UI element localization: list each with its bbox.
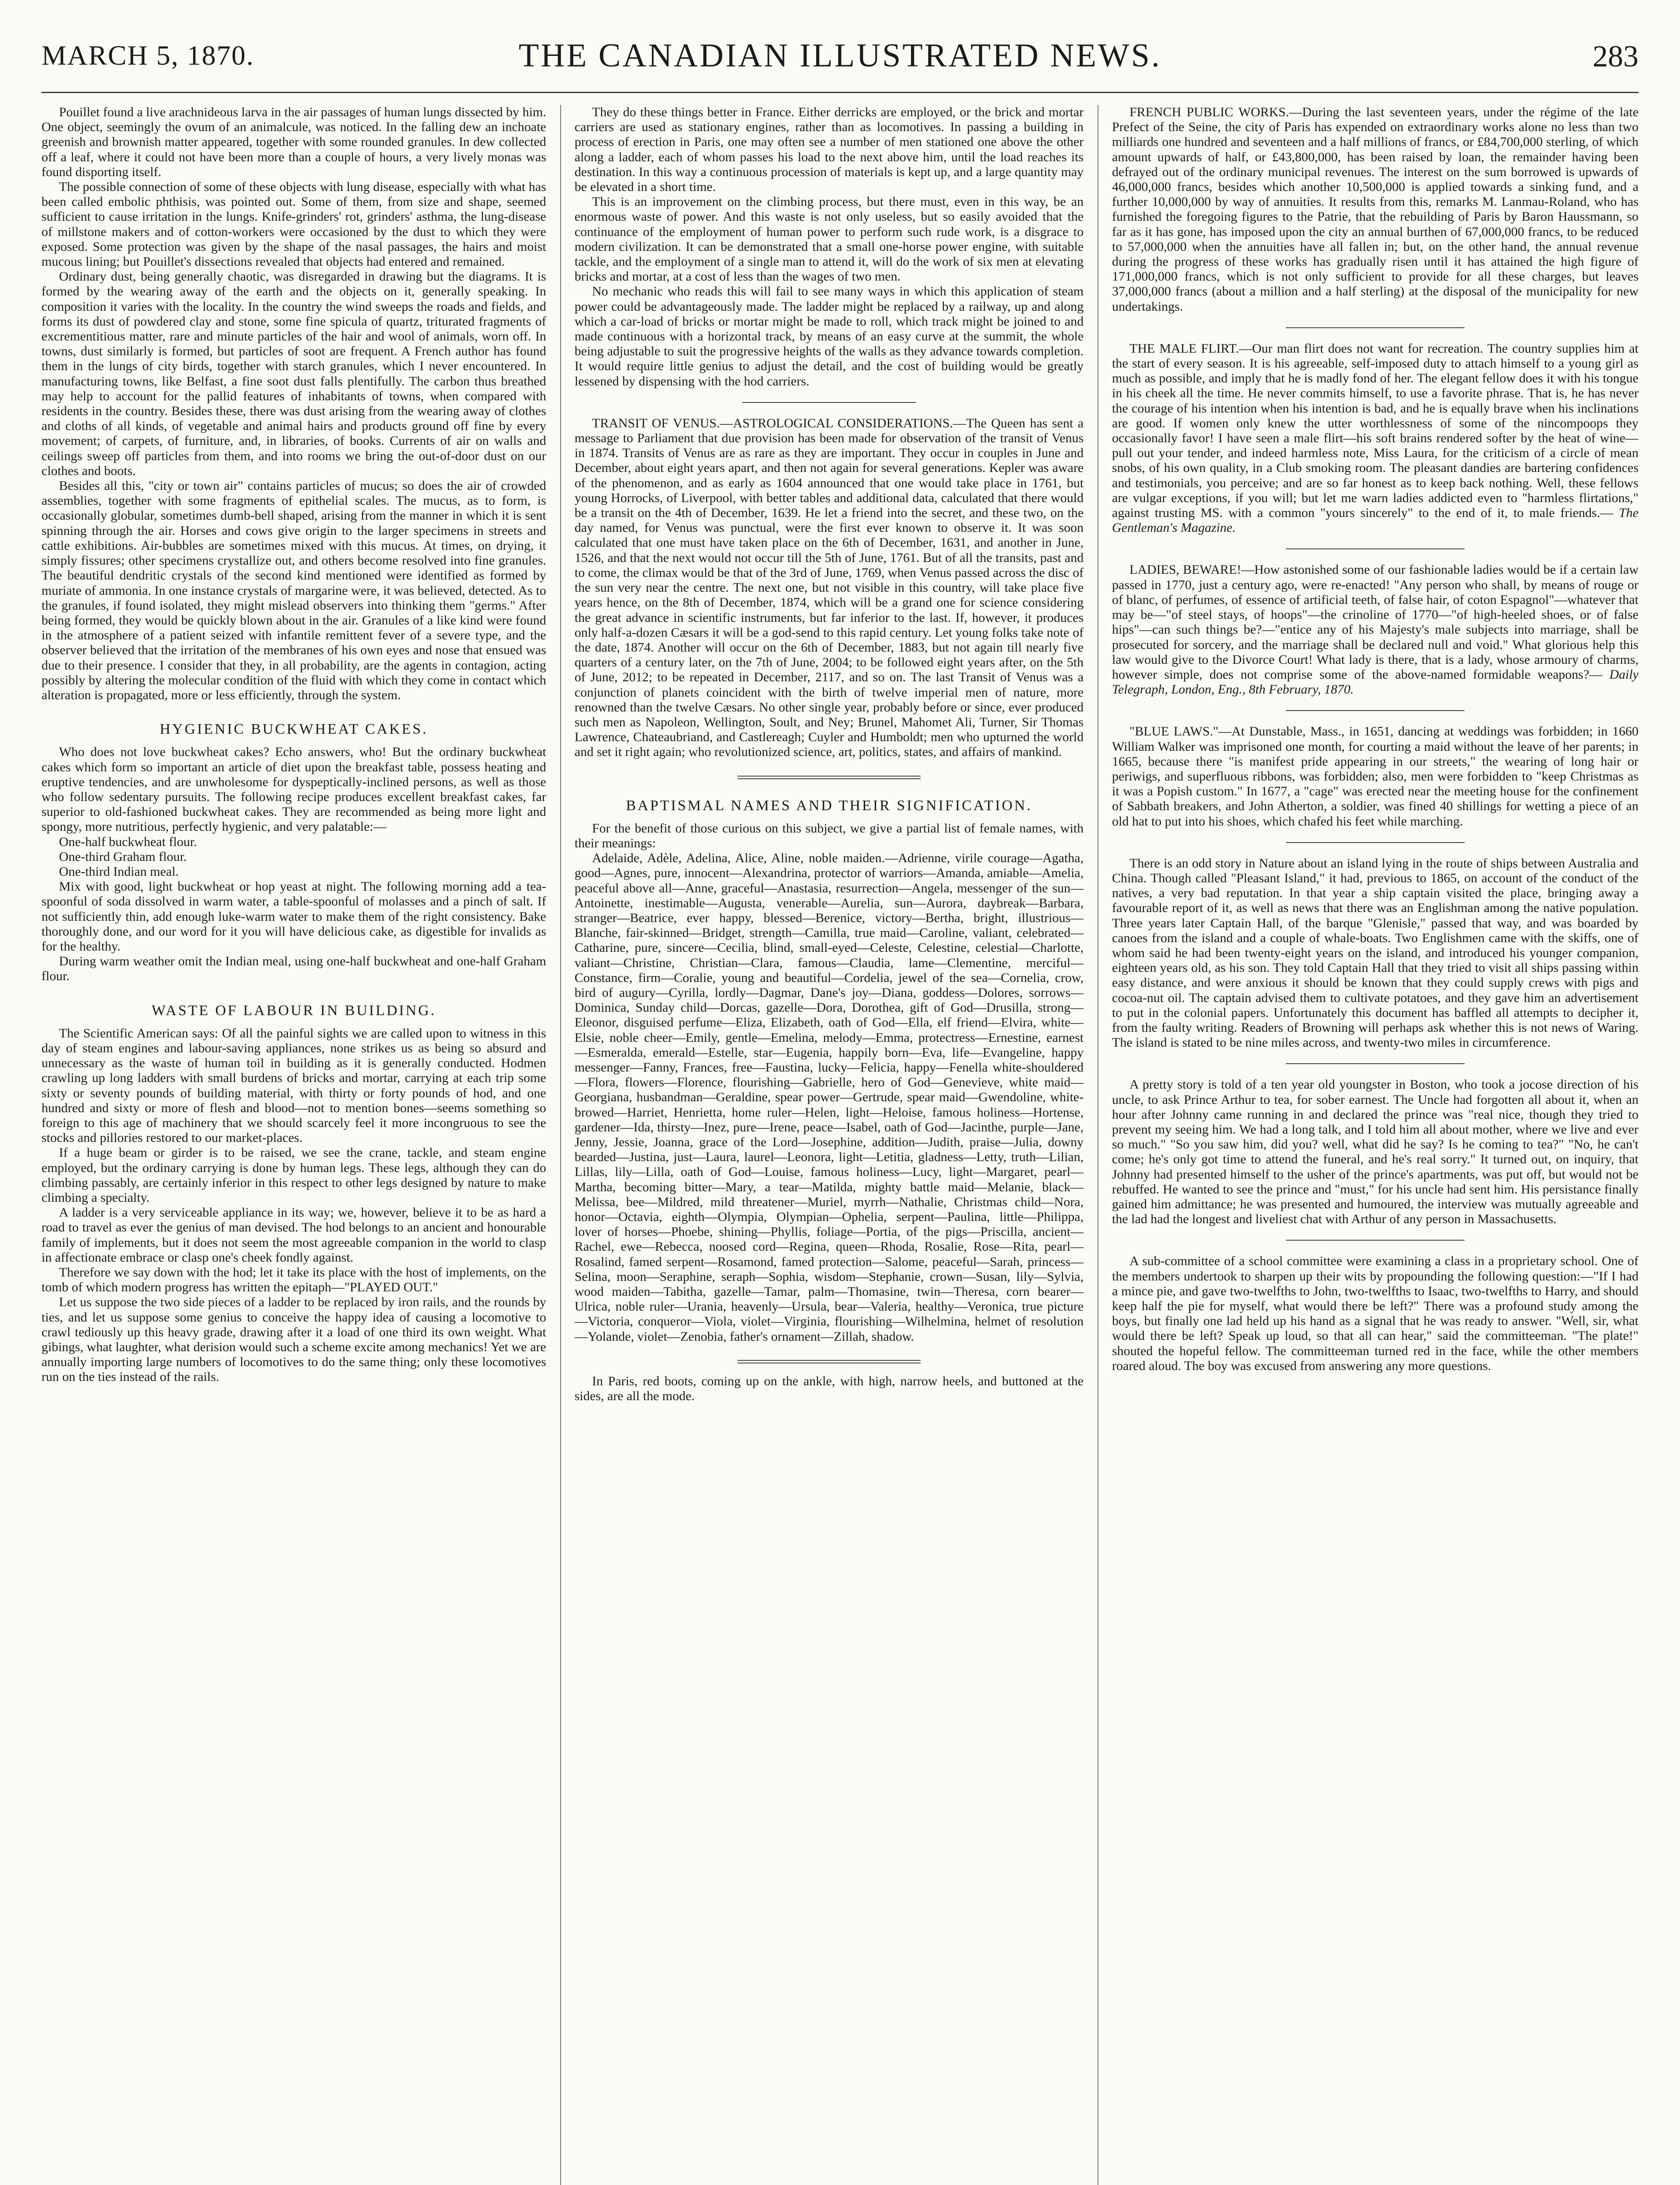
paragraph: Ordinary dust, being generally chaotic, was disregarded in drawing but the diagrams. It is formed by the wearing away of the earth and the objects on it, generally speaking. In composition it varies with the locality. In the country the wind sweeps the roads and fields, and forms its dust of powdered clay and stone, some fine spicula of quartz, triturated fragments of excrementitious matter, rare and minute particles of the hair and wool of animals, worn off. In towns, dust similarly is formed, but particles of soot are frequent. A French author has found them in the lungs of city birds, together with starch granules, which I never encountered. In manufacturing towns, like Belfast, a fine soot dust falls plentifully. The carbon thus breathed may help to account for the pallid features of inhabitants of towns, when compared with residents in the country. Besides these, there was dust arising from the wearing away of clothes and cloths of all kinds, of vegetable and animal hairs and products ground off fine by every movement; of carpets, of furniture, and, in libraries, of books. Currents of air on walls and ceilings sweep off particles from them, and into rooms we bring the out-of-door dust on our clothes and boots. — [42, 269, 546, 478]
paragraph: Besides all this, "city or town air" contains particles of mucus; so does the air of crowded assemblies, together with some fragments of epithelial scales. The mucus, as to form, is occasionally globular, sometimes dumb-bell shaped, arising from the manner in which it is sent spinning through the air. Horses and cows give origin to the larger specimens in streets and cattle exhibitions. Air-bubbles are sometimes mixed with this mucus. At times, on drying, it simply fissures; other specimens crystallize out, and others become resolved into fine granules. The beautiful dendritic crystals of the second kind mentioned were identified as formed by muriate of ammonia. In one instance crystals of margarine were, it was believed, detected. As to the granules, if found isolated, they might mislead observers into thinking them "germs." After being formed, they would be quickly blown about in the air. Granules of a like kind were found in the atmosphere of a patient seized with infantile remittent fever of a severe type, and the observer believed that the irritation of the membranes of his own eyes and nose that ensued was due to their presence. I consider that they, in all probability, are the agents in contagion, acting possibly by altering the molecular condition of the fluid with which they come in contact which alteration is propagated, more or less efficiently, through the system. — [42, 479, 546, 702]
column-3 — [1112, 105, 1638, 2185]
separator-rule — [1286, 327, 1465, 328]
paragraph: Who does not love buckwheat cakes? Echo answers, who! But the ordinary buckwheat cakes which form so important an article of diet upon the breakfast table, possess heating and eruptive tendencies, and are unwholesome for dyspeptically-inclined persons, as well as those who follow sedentary pursuits. The following recipe produces excellent breakfast cakes, far superior to old-fashioned buckwheat cakes. They are recommended as being more light and spongy, more nutritious, perfectly hygienic, and very palatable:— — [42, 745, 546, 834]
paragraph: A ladder is a very serviceable appliance in its way; we, however, believe it to be as hard a road to travel as ever the genius of man devised. The hod belongs to an ancient and honourable family of implements, but it does not seem the most agreeable companion in the world to clasp in affectionate embrace or clasp one's cheek fondly against. — [42, 1205, 546, 1265]
paragraph: Pouillet found a live arachnideous larva in the air passages of human lungs dissected by him. One object, seemingly the ovum of an animalcule, was noticed. In the falling dew an inchoate greenish and brownish matter appeared, together with some rounded granules. In dew collected off a leaf, where it could not have been more than a couple of hours, a very lively monas was found disporting itself. — [42, 105, 546, 179]
paragraph: For the benefit of those curious on this subject, we give a partial list of female names, with their meanings: — [575, 821, 1084, 850]
separator-rule — [1286, 548, 1465, 549]
paragraph: A pretty story is told of a ten year old youngster in Boston, who took a jocose direction of his uncle, to ask Prince Arthur to tea, for sober earnest. The Uncle had forgotten all about it, when an hour after Johnny came running in and declared the prince was "real nice, though they tried to prevent my seeing him. We had a long talk, and I told him all about mother, where we live and ever so much." "So you saw him, did you? well, what did he say? Is he coming to tea?" "No, he can't come; he's only got time to attend the funeral, and he's real sorry." It turned out, on inquiry, that Johnny had presented himself to the usher of the prince's apartments, was put off, but would not be rebuffed. He wanted to see the prince and "must," for his uncle had sent him. His persistance finally gained him admittance; he was presented and humoured, the interview was mutually agreeable and the lad had the longest and liveliest chat with Arthur of any person in Massachusetts. — [1112, 1077, 1638, 1227]
paragraph: This is an improvement on the climbing process, but there must, even in this way, be an enormous waste of power. And this waste is not only useless, but so easily avoided that the continuance of the employment of human power to perform such rude work, is a disgrace to modern civilization. It can be demonstrated that a small one-horse power engine, with suitable tackle, and the employment of a single man to attend it, will do the work of six men at elevating bricks and mortar, at a cost of less than the wages of two men. — [575, 194, 1084, 284]
article-heading: HYGIENIC BUCKWHEAT CAKES. — [159, 721, 428, 738]
paragraph: A sub-committee of a school committee were examining a class in a proprietary school. One of the members undertook to sharpen up their wits by propounding the following question:—"If I had a mince pie, and gave two-twelfths to John, two-twelfths to Isaac, two-twelfths to Harry, and should keep half the pie for myself, what would there be left?" There was a profound study among the boys, but finally one lad held up his hand as a signal that he was ready to answer. "Well, sir, what would there be left? Speak up loud, so that all can hear," said the committeeman. "The plate!" shouted the hopeful fellow. The committeeman turned red in the face, while the other members roared aloud. The boy was excused from answering any more questions. — [1112, 1254, 1638, 1373]
separator-rule — [742, 402, 915, 403]
paragraph: In Paris, red boots, coming up on the ankle, with high, narrow heels, and buttoned at the sides, are all the mode. — [575, 1373, 1084, 1404]
separator-rule — [1286, 710, 1465, 711]
paragraph: Let us suppose the two side pieces of a ladder to be replaced by iron rails, and the rounds by ties, and let us suppose some genius to conceive the happy idea of causing a locomotive to crawl tediously up this heavy grade, drawing after it a load of one third its own weight. What gibings, what laughter, what derision would such a scheme excite among mechanics! Yet we are annually importing large numbers of locomotives to do the same thing; only these locomotives run on the ties instead of the rails. — [42, 1295, 546, 1384]
source-credit: The Gentleman's Magazine. — [1112, 506, 1638, 535]
recipe-item: One-half buckwheat flour. — [59, 834, 197, 849]
paragraph: FRENCH PUBLIC WORKS.—During the last seventeen years, under the régime of the late Prefect of the Seine, the city of Paris has expended on extraordinary works alone no less than two milliards one hundred and seventeen and a half millions of francs, or £84,700,000 sterling, of which amount upwards of half, or £43,800,000, has been raised by loan, the remainder having been defrayed out of the ordinary municipal revenues. The interest on the sum borrowed is upwards of 46,000,000 francs, besides which another 10,500,000 is applied towards a sinking fund, and a further 10,000,000 by way of annuities. It results from this, remarks M. Lanmau-Roland, who has furnished the foregoing figures to the Patrie, that the rebuilding of Paris by Baron Haussmann, so far as it has gone, has imposed upon the city an annual burthen of 67,000,000 francs, to be reduced to 57,000,000 when the annuities have all fallen in; but, on the other hand, the annual revenue during the progress of these works has gradually risen until it has attained the high figure of 171,000,000 francs, which is not only sufficient to provide for all these charges, but leaves 37,000,000 francs (about a million and a half sterling) at the disposal of the municipality for new undertakings. — [1112, 105, 1638, 314]
issue-date: MARCH 5, 1870. — [42, 40, 254, 71]
separator-double-rule — [738, 776, 921, 779]
paragraph-lead: THE MALE FLIRT.— — [1129, 341, 1252, 356]
paragraph-lead: "BLUE LAWS."— — [1129, 724, 1232, 739]
column-rule — [560, 105, 561, 2185]
article-heading: WASTE OF LABOUR IN BUILDING. — [151, 1002, 436, 1019]
separator-double-rule — [738, 1360, 921, 1363]
masthead — [42, 17, 1638, 93]
separator-rule — [1286, 842, 1465, 843]
paragraph: The possible connection of some of these objects with lung disease, especially with what has been called embolic phthisis, was pointed out. Some of them, from size and shape, seemed sufficient to cause irritation in the lungs. Knife-grinders' rot, grinders' asthma, the lung-disease of millstone makers and of cotton-workers were occasioned by the dust to which they were exposed. Some protection was given by the shape of the nasal passages, the hairs and moist mucous lining; but Pouillet's dissections revealed that objects had entered and remained. — [42, 180, 546, 269]
paragraph-lead: FRENCH PUBLIC WORKS.— — [1129, 105, 1302, 119]
paragraph: During warm weather omit the Indian meal, using one-half buckwheat and one-half Graham flour. — [42, 954, 546, 984]
paragraph: They do these things better in France. Either derricks are employed, or the brick and mortar carriers are used as stationary engines, rather than as locomotives. In passing a building in process of erection in Paris, one may often see a number of men stationed one above the other along a ladder, each of whom passes his load to the next above him, until the load reaches its destination. In this way a continuous procession of materials is kept up, and a large quantity may be elevated in a short time. — [575, 105, 1084, 194]
paragraph: LADIES, BEWARE!—How astonished some of our fashionable ladies would be if a certain law passed in 1770, just a century ago, were re-enacted! "Any person who shall, by means of rouge or of blanc, of perfumes, of essence of artificial teeth, of false hair, of coton Espagnol"—whatever that may be—"of steel stays, of hoops"—the crinoline of 1770—"of high-heeled shoes, or of false hips"—can such things be?—"entice any of his Majesty's male subjects into marriage, shall be prosecuted for sorcery, and the marriage shall be declared null and void." What glorious help this law would give to the Divorce Court! What lady is there, that is a lady, whose armoury of charms, however simple, does not comprise some of the above-named formidable weapons?— Daily Telegraph, London, Eng., 8th February, 1870. — [1112, 562, 1638, 697]
column-1 — [42, 105, 546, 2185]
page-number: 283 — [1593, 40, 1638, 73]
paragraph: There is an odd story in Nature about an island lying in the route of ships between Australia and China. Though called "Pleasant Island," it had, previous to 1865, on account of the conduct of the natives, a very bad reputation. In that year a ship captain visited the place, bringing away a favourable report of it, as well as news that there was an Englishman among the native population. Three years later Captain Hall, of the barque "Glenisle," passed that way, and was boarded by canoes from the island and a couple of whale-boats. Two Englishmen came with the skiffs, one of whom said he had been twenty-eight years on the island, and introduced his younger companion, eighteen years old, as his son. They told Captain Hall that they tried to visit all ships passing within easy distance, and were anxious it should be known that they could supply crews with pigs and cocoa-nut oil. The captain advised them to cultivate potatoes, and they gave him an advertisement to put in the colonial papers. Unfortunately this document has baffled all attempts to decipher it, from the faulty writing. Readers of Browning will perhaps ask whether this is not news of Waring. The island is stated to be nine miles across, and twenty-two miles in circumference. — [1112, 856, 1638, 1050]
paragraph-lead: LADIES, BEWARE!— — [1129, 562, 1254, 577]
paragraph: Therefore we say down with the hod; let it take its place with the host of implements, on the tomb of which modern progress has written the epitaph—"PLAYED OUT." — [42, 1265, 546, 1295]
paragraph-lead: TRANSIT OF VENUS.—ASTROLOGICAL CONSIDERATIONS.— — [592, 416, 966, 430]
paragraph: "BLUE LAWS."—At Dunstable, Mass., in 1651, dancing at weddings was forbidden; in 1660 William Walker was imprisoned one month, for courting a maid without the leave of her parents; in 1665, because there "is manifest pride appearing in our streets," the wearing of long hair or periwigs, and superfluous ribbons, was forbidden; also, men were forbidden to "keep Christmas as it was a Popish custom." In 1677, a "cage" was erected near the meeting house for the confinement of Sabbath breakers, and John Atherton, a soldier, was fined 40 shillings for wetting a piece of an old hat to put into his shoes, which chafed his feet while marching. — [1112, 724, 1638, 829]
paragraph: If a huge beam or girder is to be raised, we see the crane, tackle, and steam engine employed, but the ordinary carrying is done by human legs. These legs, although they can do climbing passably, are certainly inferior in this respect to other legs designed by nature to make climbing a specialty. — [42, 1145, 546, 1205]
paragraph: Mix with good, light buckwheat or hop yeast at night. The following morning add a tea-spoonful of soda dissolved in warm water, a table-spoonful of molasses and a pinch of salt. If not sufficiently thin, add enough luke-warm water to make them of the right consistency. Bake thoroughly done, and our word for it you will have delicious cake, as digestible for invalids as for the healthy. — [42, 879, 546, 954]
column-2 — [575, 105, 1084, 2185]
paragraph: THE MALE FLIRT.—Our man flirt does not want for recreation. The country supplies him at the start of every season. It is his agreeable, self-imposed duty to attach himself to a young girl as much as possible, and imply that he is madly fond of her. The elegant fellow does it with his tongue in his cheek all the time. He never commits himself, to use a favorite phrase. That is, he has never the courage of his intention when his intention is bad, and he is equally brave when his inclinations are good. If women only knew the utter worthlessness of some of the nincompoops they occasionally favor! I have seen a male flirt—his soft brains rendered softer by the heat of wine—pull out your tender, and indeed harmless note, Miss Laura, for the criticism of a circle of mean snobs, of his own quality, in a Club smoking room. The pleasant dandies are bartering confidences and testimonials, you perceive; and are so far honest as to keep back nothing. Well, these fellows are vulgar exceptions, if you will; but let me warn ladies addicted even to "harmless flirtations," against trusting MS. with a common "yours sincerely" to the end of it, to male friends.— The Gentleman's Magazine. — [1112, 341, 1638, 535]
paragraph: No mechanic who reads this will fail to see many ways in which this application of steam power could be advantageously made. The ladder might be replaced by a railway, up and along which a car-load of bricks or mortar might be made to roll, which track might be joined to and made continuous with a horizontal track, by means of an easy curve at the summit, the whole being adjustable to suit the progressive heights of the walls as they advance towards completion. It would require little genius to adjust the detail, and the cost of building would be greatly lessened by dispensing with the hod carriers. — [575, 284, 1084, 388]
separator-rule — [1286, 1240, 1465, 1241]
recipe-item: One-third Graham flour. — [59, 849, 187, 864]
separator-rule — [1286, 1063, 1465, 1064]
article-heading: BAPTISMAL NAMES AND THEIR SIGNIFICATION. — [626, 797, 1032, 814]
source-credit: Daily Telegraph, London, Eng., 8th February, 1870. — [1112, 667, 1638, 697]
paragraph: TRANSIT OF VENUS.—ASTROLOGICAL CONSIDERATIONS.—The Queen has sent a message to Parliament that due provision has been made for observation of the transit of Venus in 1874. Transits of Venus are as rare as they are important. They occur in couples in June and December, about eight years apart, and then not again for several generations. Kepler was aware of the phenomenon, and as early as 1604 announced that one would take place in 1761, but young Horrocks, of Liverpool, with better tables and additional data, calculated that there would be a transit on the 4th of December, 1639. He let a friend into the secret, and these two, on the day named, for Venus was punctual, were the first ever known to observe it. It was soon calculated that one must have taken place on the 6th of December, 1631, and another in June, 1526, and that the next would not occur till the 5th of June, 1761. But of all the transits, past and to come, the climax would be that of the 3rd of June, 1769, when Venus passed across the disc of the sun very near the centre. The next one, but not visible in this country, will take place five years hence, on the 8th of December, 1874, which will be a grand one for science considering the great advance in scientific instruments, but far inferior to the last. If, however, it produces only half-a-dozen Cæsars it will be a god-send to this rapid century. Let young folks take note of the date, 1874. Another will occur on the 6th of December, 1883, but not again till nearly five quarters of a century later, on the 7th of June, 2004; to be followed eight years after, on the 5th of June, 2012; to be repeated in December, 2117, and so on. The last Transit of Venus was a conjunction of planets coincident with the birth of twelve imperial men of nature, more renowned than the twelve Cæsars. No other single year, probably before or since, ever produced such men as Napoleon, Wellington, Soult, and Ney; Brunel, Mahomet Ali, Turner, Sir Thomas Lawrence, Chateaubriand, and Castlereagh; Cuyler and Humboldt; men who upturned the world and set it right again; who revolutionized science, art, politics, states, and affairs of mankind. — [575, 416, 1084, 760]
paragraph: The Scientific American says: Of all the painful sights we are called upon to witness in this day of steam engines and labour-saving appliances, none strikes us as being so absurd and unnecessary as the waste of human toil in building as it is generally conducted. Hodmen crawling up long ladders with small burdens of bricks and mortar, carrying at each trip some sixty or seventy pounds of building material, with thirty or forty pounds of hod, and one hundred and sixty or more of flesh and blood—not to mention bones—seems something so foreign to this age of machinery that we should scarcely feel it more incongruous to see the stocks and pillories restored to our market-places. — [42, 1026, 546, 1145]
names-list: Adelaide, Adèle, Adelina, Alice, Aline, noble maiden.—Adrienne, virile courage—Agatha, good—Agnes, pure, innocent—Alexandrina, protector of warriors—Amanda, amiable—Amelia, peaceful above all—Anne, graceful—Anastasia, resurrection—Angela, messenger of the sun—Antoinette, inestimable—Augusta, venerable—Aurelia, sun—Aurora, daybreak—Barbara, stranger—Beatrice, ever happy, blessed—Berenice, victory—Bertha, bright, illustrious—Blanche, fair-skinned—Bridget, strength—Camilla, true maid—Caroline, valiant, celebrated—Catharine, pure, sincere—Cecilia, blind, small-eyed—Celeste, Celestine, celestial—Charlotte, valiant—Christine, Christian—Clara, famous—Claudia, lame—Clementine, merciful—Constance, firm—Coralie, young and beautiful—Cordelia, jewel of the sea—Cornelia, crow, bird of augury—Cyrilla, lordly—Dagmar, Dane's joy—Diana, goddess—Dolores, sorrows—Dominica, Sunday child—Dorcas, gazelle—Dora, Dorothea, gift of God—Drusilla, strong—Eleonor, disguised perfume—Eliza, Elizabeth, oath of God—Ella, elf friend—Elvira, white—Elsie, noble cheer—Emily, gentle—Emelina, melody—Emma, protectress—Ernestine, earnest—Esmeralda, emerald—Estelle, star—Eugenia, happily born—Eva, life—Evangeline, happy messenger—Fanny, Frances, free—Faustina, lucky—Felicia, happy—Fenella white-shouldered—Flora, flowers—Florence, flourishing—Gabrielle, hero of God—Genevieve, white maid—Georgiana, husbandman—Geraldine, spear power—Gertrude, spear maid—Gwendoline, white-browed—Harriet, Henrietta, home ruler—Helen, light—Heloise, famous holiness—Hortense, gardener—Ida, thirsty—Inez, pure—Irene, peace—Isabel, oath of God—Jacinthe, purple—Jane, Jenny, Jessie, Joanna, grace of the Lord—Josephine, addition—Judith, praise—Julia, downy bearded—Justina, just—Laura, laurel—Leonora, light—Letitia, gladness—Letty, truth—Lilian, Lillas, lily—Lilla, oath of God—Louise, famous holiness—Lucy, light—Margaret, pearl—Martha, becoming bitter—Mary, a tear—Matilda, mighty battle maid—Melanie, black—Melissa, bee—Mildred, mild threatener—Muriel, myrrh—Nathalie, Christmas child—Nora, honor—Octavia, eighth—Olympia, Olympian—Ophelia, serpent—Paulina, little—Philippa, lover of horses—Phoebe, shining—Phyllis, foliage—Portia, of the pigs—Priscilla, ancient—Rachel, ewe—Rebecca, noosed cord—Regina, queen—Rhoda, Rosalie, Rose—Rita, pearl—Rosalind, famed serpent—Rosamond, famed protection—Salome, peaceful—Sarah, princess—Selina, moon—Seraphine, seraph—Sophia, wisdom—Stephanie, crown—Susan, lily—Sylvia, wood maiden—Tabitha, gazelle—Tamar, palm—Thomasine, twin—Theresa, corn bearer—Ulrica, noble ruler—Urania, heavenly—Ursula, bear—Valeria, healthy—Veronica, true picture—Victoria, conqueror—Viola, violet—Virginia, flourishing—Wilhelmina, helmet of resolution—Yolande, violet—Zenobia, father's ornament—Zillah, shadow. — [575, 851, 1084, 1344]
recipe-item: One-third Indian meal. — [59, 864, 179, 879]
newspaper-title: THE CANADIAN ILLUSTRATED NEWS. — [519, 37, 1161, 74]
